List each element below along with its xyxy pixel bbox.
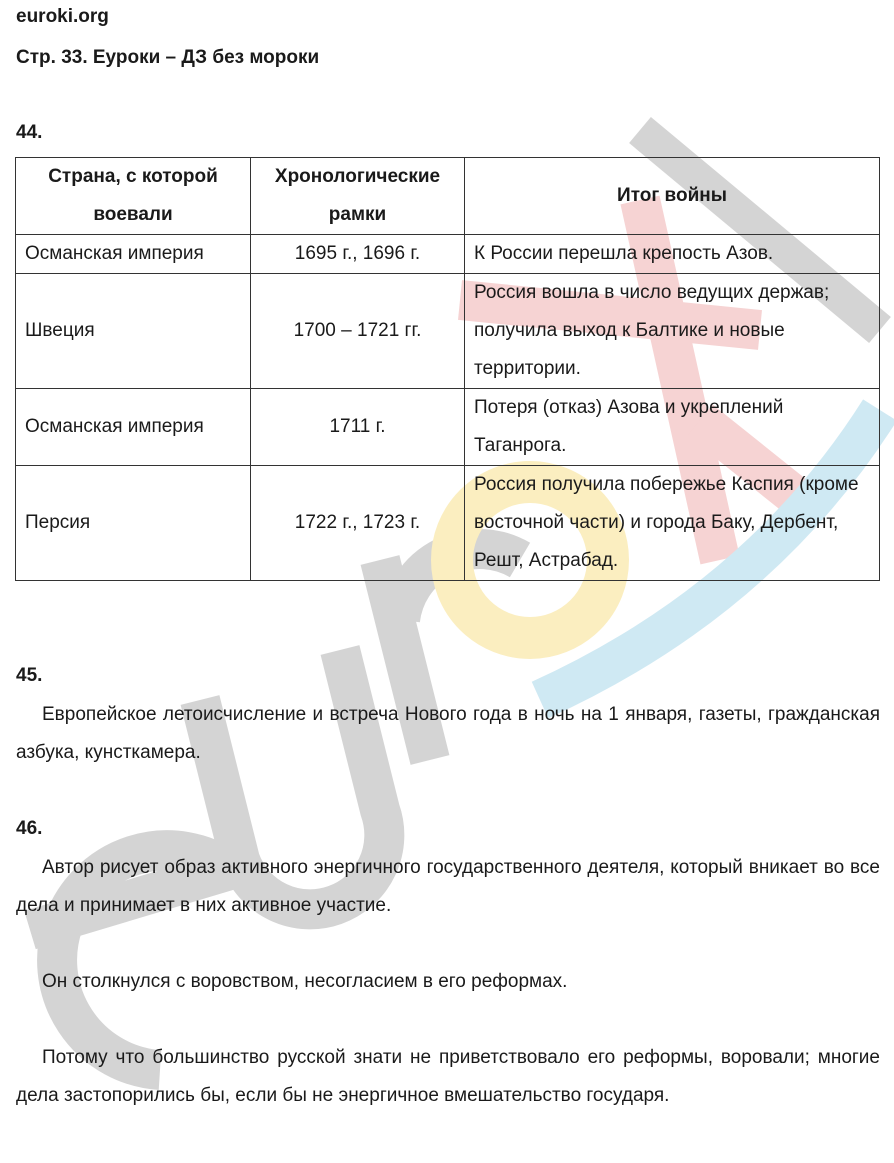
question-number-44: 44.: [16, 122, 43, 143]
header-country: Страна, с которой воевали: [16, 158, 251, 235]
cell-period: 1722 г., 1723 г.: [251, 466, 465, 581]
cell-result: Россия получила побережье Каспия (кроме восточной части) и города Баку, Дербент, Решт, Астрабад.: [465, 466, 880, 581]
cell-country: Османская империя: [16, 389, 251, 466]
answer-46-p2: Он столкнулся с воровством, несогласием в его реформах.: [42, 971, 568, 992]
cell-result: Потеря (отказ) Азова и укреплений Таганрога.: [465, 389, 880, 466]
cell-period: 1711 г.: [251, 389, 465, 466]
cell-period: 1695 г., 1696 г.: [251, 235, 465, 274]
answer-46-p1: Автор рисует образ активного энергичного государственного деятеля, который вникает во все дела и принимает в них активное участие.: [16, 857, 880, 916]
table-row: [16, 274, 880, 389]
cell-country: Персия: [16, 466, 251, 581]
table-row: [16, 235, 880, 274]
answer-45: Европейское летоисчисление и встреча Нового года в ночь на 1 января, газеты, гражданская азбука, кунсткамера.: [16, 704, 880, 763]
cell-result: Россия вошла в число ведущих держав; получила выход к Балтике и новые территории.: [465, 274, 880, 389]
page-title: Стр. 33. Еуроки – ДЗ без мороки: [16, 47, 320, 68]
header-result: Итог войны: [465, 158, 880, 235]
header-period: Хронологические рамки: [251, 158, 465, 235]
question-number-46: 46.: [16, 818, 43, 839]
cell-country: Османская империя: [16, 235, 251, 274]
cell-country: Швеция: [16, 274, 251, 389]
wars-table: [15, 157, 880, 581]
table-row: [16, 466, 880, 581]
cell-period: 1700 – 1721 гг.: [251, 274, 465, 389]
cell-result: К России перешла крепость Азов.: [465, 235, 880, 274]
question-number-45: 45.: [16, 665, 43, 686]
table-row: [16, 389, 880, 466]
table-header-row: [16, 158, 880, 235]
answer-46-p3: Потому что большинство русской знати не приветствовало его реформы, воровали; многие дела застопорились бы, если бы не энергичное вмешательство государя.: [16, 1047, 880, 1106]
site-name: euroki.org: [16, 6, 109, 27]
